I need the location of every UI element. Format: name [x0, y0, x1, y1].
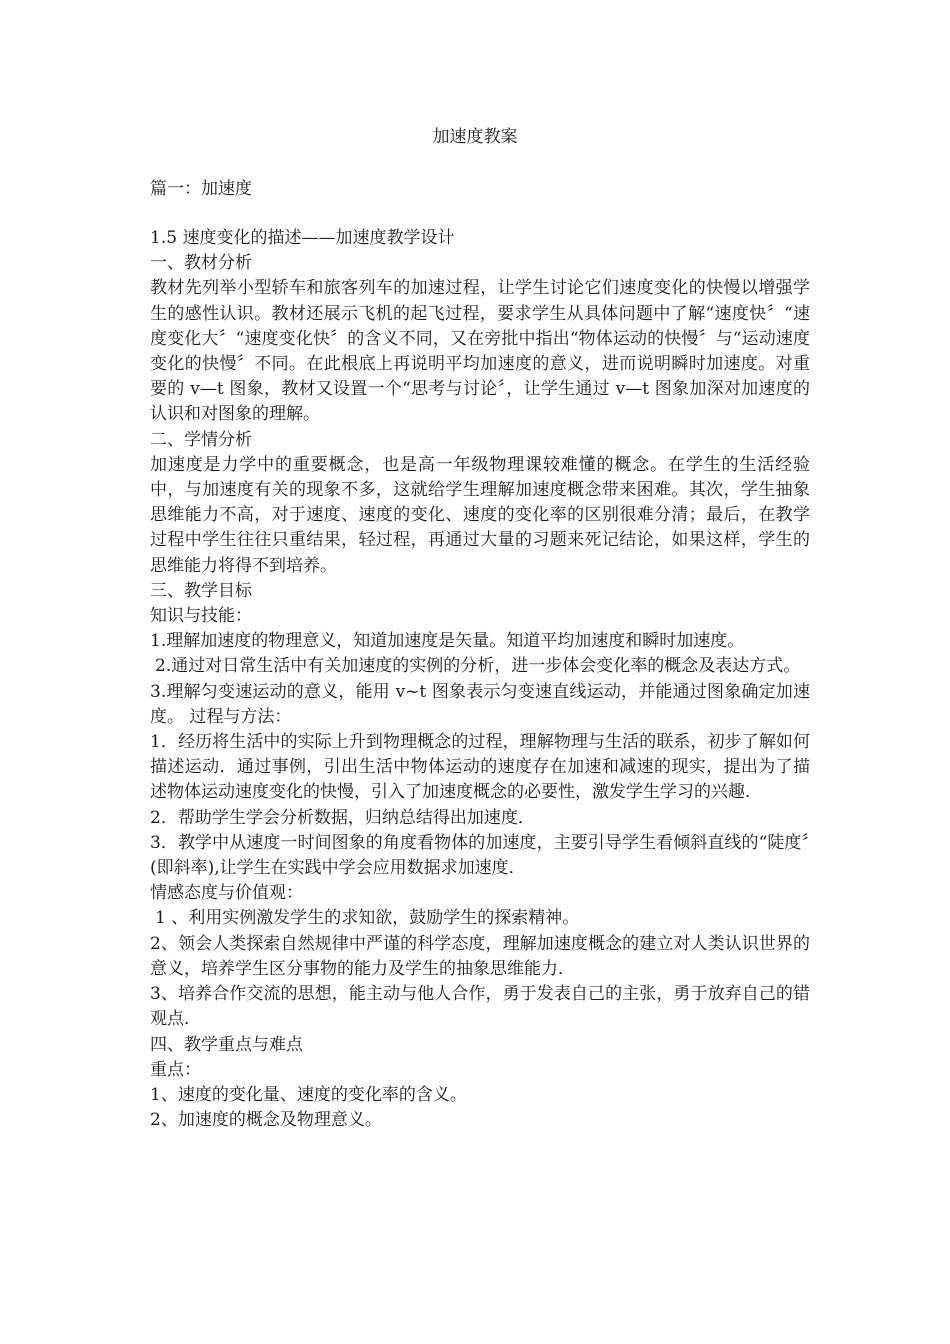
attitude-item-1: 1 、利用实例激发学生的求知欲，鼓励学生的探索精神。: [155, 908, 580, 929]
key-point-2: 2、加速度的概念及物理意义。: [150, 1110, 382, 1131]
paragraph-student-analysis: 加速度是力学中的重要概念，也是高一年级物理课较难懂的概念。在学生的生活经验中，与加速度有关的现象不多，这就给学生理解加速度概念带来困难。其次，学生抽象思维能力不高，对于速度、速度的变化、速度的变化率的区别很难分清；最后，在教学过程中学生往往只重结果，轻过程，再通过大量的习题来死记结论，如果这样，学生的思维能力将得不到培养。: [150, 454, 810, 576]
subheading-key-points: 重点：: [150, 1059, 201, 1080]
heading-textbook-analysis: 一、教材分析: [150, 253, 252, 274]
goal-item-1: 1.理解加速度的物理意义，知道加速度是矢量。知道平均加速度和瞬时加速度。: [150, 631, 745, 652]
lesson-title: 1.5 速度变化的描述——加速度教学设计: [150, 228, 455, 248]
heading-student-analysis: 二、学情分析: [150, 429, 252, 450]
goal-item-2: 2.通过对日常生活中有关加速度的实例的分析，进一步体会变化率的概念及表达方式。: [155, 656, 801, 677]
heading-teaching-goals: 三、教学目标: [150, 580, 252, 601]
paragraph-textbook-analysis: 教材先列举小型轿车和旅客列车的加速过程，让学生讨论它们速度变化的快慢以增强学生的感性认识。教材还展示飞机的起飞过程，要求学生从具体问题中了解“速度快〞“速度变化大〞“速度变化快〞的含义不同，又在旁批中指出“物体运动的快慢〞与“运动速度变化的快慢〞不同。在此根底上再说明平均加速度的意义，进而说明瞬时加速度。对重要的 v—t 图象，教材又设置一个“思考与讨论〞，让学生通过 v—t 图象加深对加速度的认识和对图象的理解。: [150, 278, 810, 425]
heading-key-difficult-points: 四、教学重点与难点: [150, 1034, 303, 1055]
goal-item-3: 3.理解匀变速运动的意义，能用 v~t 图象表示匀变速直线运动，并能通过图象确定加速度。 过程与方法：: [150, 681, 810, 727]
document-body: [150, 226, 810, 1133]
process-item-1: 1．经历将生活中的实际上升到物理概念的过程，理解物理与生活的联系，初步了解如何描述运动．通过事例，引出生活中物体运动的速度存在加速和减速的现实，提出为了描述物体运动速度变化的快慢，引入了加速度概念的必要性，激发学生学习的兴趣．: [150, 732, 810, 803]
subheading-attitude-values: 情感态度与价值观：: [150, 883, 303, 904]
key-point-1: 1、速度的变化量、速度的变化率的含义。: [150, 1084, 467, 1105]
part-heading: 篇一：加速度: [150, 179, 252, 199]
attitude-item-2: 2、领会人类探索自然规律中严谨的科学态度，理解加速度概念的建立对人类认识世界的意义，培养学生区分事物的能力及学生的抽象思维能力．: [150, 933, 810, 979]
attitude-item-3: 3、培养合作交流的思想，能主动与他人合作，勇于发表自己的主张，勇于放弃自己的错观点．: [150, 984, 810, 1030]
subheading-knowledge-skills: 知识与技能：: [150, 606, 252, 627]
process-item-3: 3．教学中从速度一时间图象的角度看物体的加速度，主要引导学生看倾斜直线的“陡度〞(即斜率),让学生在实践中学会应用数据求加速度．: [150, 832, 810, 879]
process-item-2: 2．帮助学生学会分析数据，归纳总结得出加速度．: [150, 807, 535, 828]
document-title: 加速度教案: [432, 127, 518, 147]
